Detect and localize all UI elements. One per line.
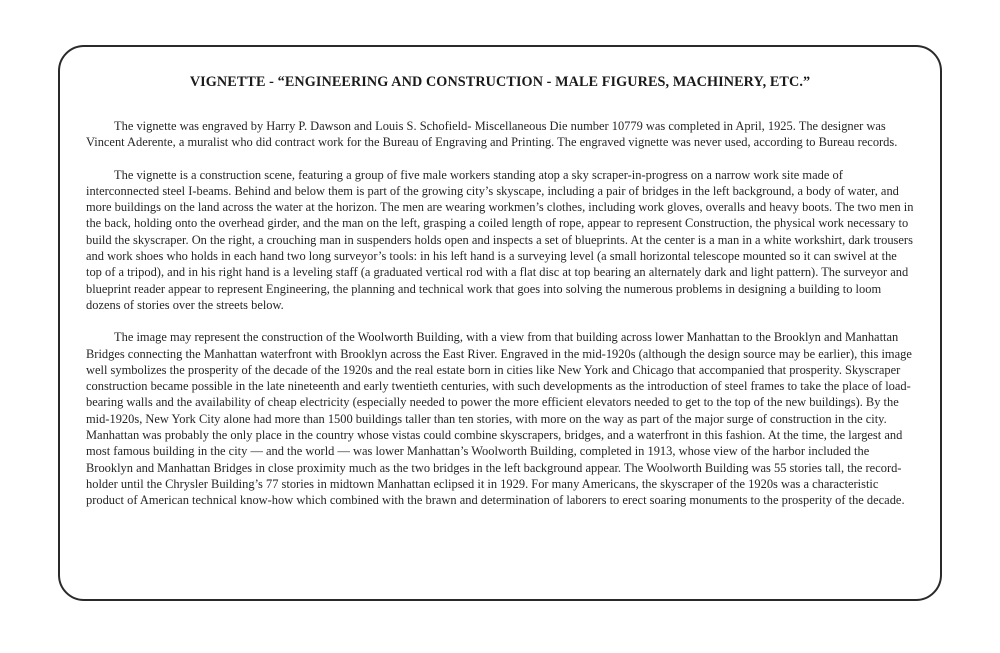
paragraph-scene-description: The vignette is a construction scene, featuring a group of five male workers standing atop a sky scraper-in-progress on a narrow work site made of interconnected steel I-beams. Behind and below them is part of the growing city’s skyscape, including a pair of bridges in the left background, a body of water, and more buildings on the land across the water at the horizon. The men are wearing workmen’s clothes, including work gloves, overalls and heavy boots. The two men in the back, holding onto the overhead girder, and the man on the left, grasping a coiled length of rope, appear to represent Construction, the physical work necessary to build the skyscraper. On the right, a crouching man in suspenders holds open and inspects a set of blueprints. At the center is a man in a white workshirt, dark trousers and work shoes who holds in each hand two long surveyor’s tools: in his left hand is a surveying level (a small horizontal telescope mounted so it can swivel at the top of a tripod), and in his right hand is a leveling staff (a graduated vertical rod with a flat disc at top bearing an alternately dark and light pattern). The surveyor and blueprint reader appear to represent Engineering, the planning and technical work that goes into solving the numerous problems in designing a building to loom dozens of stories over the streets below. xyxy=(86,167,914,312)
document-title: VIGNETTE - “ENGINEERING AND CONSTRUCTION - MALE FIGURES, MACHINERY, ETC.” xyxy=(189,74,811,90)
document-body xyxy=(86,118,915,525)
paragraph-historical-context: The image may represent the construction of the Woolworth Building, with a view from that building across lower Manhattan to the Brooklyn and Manhattan Bridges connecting the Manhattan waterfront with Brooklyn across the East River. Engraved in the mid-1920s (although the design source may be earlier), this image well symbolizes the prosperity of the decade of the 1920s and the real estate born in cities like New York and Chicago that accompanied that prosperity. Skyscraper construction became possible in the late nineteenth and early twentieth centuries, with such developments as the introduction of steel frames to take the place of load-bearing walls and the availability of cheap electricity (especially needed to power the more efficient elevators needed to get to the top of the new buildings). By the mid-1920s, New York City alone had more than 1500 buildings taller than ten stories, with more on the way as part of the major surge of construction in the city. Manhattan was probably the only place in the country whose vistas could combine skyscrapers, bridges, and a waterfront in this fashion. At the time, the largest and most famous building in the city — and the world — was lower Manhattan’s Woolworth Building, completed in 1913, whose view of the harbor included the Brooklyn and Manhattan Bridges in close proximity much as the two bridges in the left background appear. The Woolworth Building was 55 stories tall, the record-holder until the Chrysler Building’s 77 stories in midtown Manhattan eclipsed it in 1929. For many Americans, the skyscraper of the 1920s was a characteristic product of American technical know-how which combined with the brawn and determination of laborers to erect soaring monuments to the prosperity of the decade. xyxy=(86,330,912,508)
paragraph-engraving-history: The vignette was engraved by Harry P. Dawson and Louis S. Schofield- Miscellaneous Die number 10779 was completed in April, 1925. The designer was Vincent Aderente, a muralist who did contract work for the Bureau of Engraving and Printing. The engraved vignette was never used, according to Bureau records. xyxy=(86,119,898,150)
